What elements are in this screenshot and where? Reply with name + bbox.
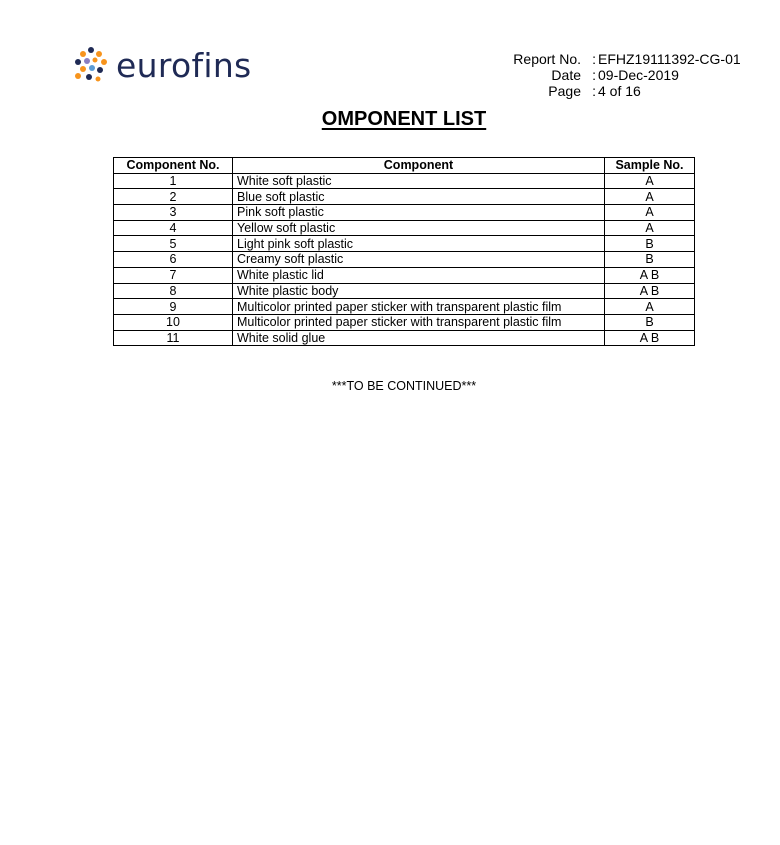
table-row (114, 314, 695, 330)
component-no-cell: 9 (114, 299, 233, 315)
page-title: OMPONENT LIST (321, 108, 487, 130)
component-name-cell: Blue soft plastic (233, 189, 605, 205)
component-name-cell: Pink soft plastic (233, 205, 605, 221)
table-row (114, 205, 695, 221)
component-no-cell: 2 (114, 189, 233, 205)
component-table (113, 157, 695, 346)
component-name-cell: White soft plastic (233, 173, 605, 189)
table-row (114, 330, 695, 346)
table-row (114, 267, 695, 283)
component-no-cell: 6 (114, 252, 233, 268)
component-no-cell: 10 (114, 314, 233, 330)
continued-note: ***TO BE CONTINUED*** (331, 379, 477, 393)
column-header-component: Component (233, 158, 605, 174)
component-no-cell: 5 (114, 236, 233, 252)
component-no-cell: 4 (114, 220, 233, 236)
sample-no-cell: B (605, 314, 695, 330)
report-no-row (505, 51, 741, 67)
report-meta (505, 51, 741, 99)
date-label: Date (551, 67, 581, 83)
component-name-cell: Multicolor printed paper sticker with transparent plastic film (233, 299, 605, 315)
component-no-cell: 11 (114, 330, 233, 346)
table-row (114, 189, 695, 205)
sample-no-cell: A (605, 189, 695, 205)
date-row (505, 67, 741, 83)
report-no-label: Report No. (513, 51, 581, 67)
component-name-cell: White plastic lid (233, 267, 605, 283)
table-row (114, 236, 695, 252)
page-label: Page (548, 83, 581, 99)
sample-no-cell: A B (605, 283, 695, 299)
sample-no-cell: A (605, 205, 695, 221)
report-no-value: EFHZ19111392-CG-01 (598, 51, 741, 67)
table-row (114, 173, 695, 189)
component-no-cell: 1 (114, 173, 233, 189)
table-row (114, 220, 695, 236)
sample-no-cell: A (605, 173, 695, 189)
component-no-cell: 3 (114, 205, 233, 221)
component-name-cell: Multicolor printed paper sticker with transparent plastic film (233, 314, 605, 330)
table-header-row (114, 158, 695, 174)
component-name-cell: Light pink soft plastic (233, 236, 605, 252)
sample-no-cell: B (605, 236, 695, 252)
separator: : (592, 83, 596, 99)
sample-no-cell: A B (605, 267, 695, 283)
table-row (114, 283, 695, 299)
date-value: 09-Dec-2019 (598, 67, 679, 83)
separator: : (592, 67, 596, 83)
component-name-cell: White solid glue (233, 330, 605, 346)
component-name-cell: Creamy soft plastic (233, 252, 605, 268)
component-name-cell: Yellow soft plastic (233, 220, 605, 236)
sample-no-cell: A B (605, 330, 695, 346)
table-row (114, 299, 695, 315)
page-value: 4 of 16 (598, 83, 641, 99)
sample-no-cell: A (605, 220, 695, 236)
column-header-sample-no: Sample No. (605, 158, 695, 174)
component-no-cell: 8 (114, 283, 233, 299)
separator: : (592, 51, 596, 67)
component-name-cell: White plastic body (233, 283, 605, 299)
eurofins-dots-icon (74, 47, 108, 83)
component-no-cell: 7 (114, 267, 233, 283)
logo-wordmark: eurofins (116, 45, 252, 85)
sample-no-cell: A (605, 299, 695, 315)
eurofins-logo (74, 47, 252, 83)
column-header-component-no: Component No. (114, 158, 233, 174)
page-row (505, 83, 741, 99)
sample-no-cell: B (605, 252, 695, 268)
table-row (114, 252, 695, 268)
